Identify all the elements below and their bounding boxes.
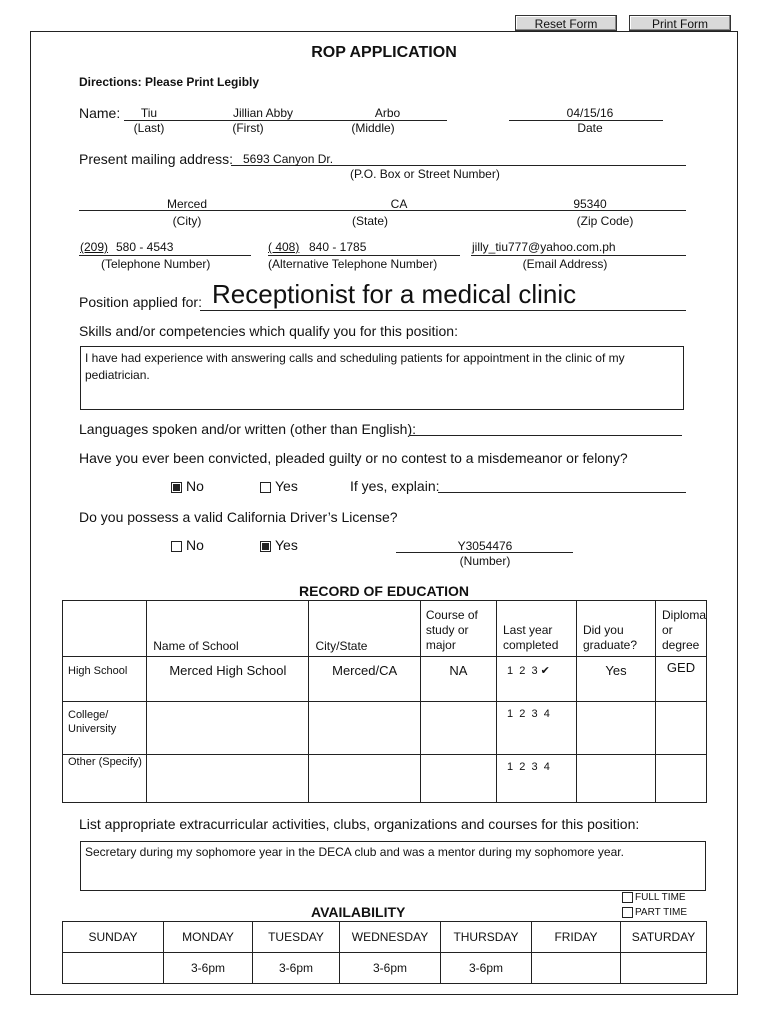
education-table — [62, 600, 707, 803]
city-cell[interactable]: Merced/CA — [309, 657, 420, 702]
years-options: 1 2 3 — [507, 665, 538, 677]
alt-phone-field[interactable]: 840 - 1785 — [309, 240, 367, 254]
skills-textarea[interactable]: I have had experience with answering calls and scheduling patients for appointment in the clinic of my pediatrician. — [80, 346, 684, 410]
alt-area-code[interactable]: ( 408) — [268, 240, 300, 254]
position-label: Position applied for: — [79, 294, 202, 310]
availability-days-row — [63, 922, 707, 953]
skills-label: Skills and/or competencies which qualify you for this position: — [79, 323, 458, 339]
education-header-row — [63, 601, 707, 657]
name-label: Name: — [79, 105, 121, 121]
header-blank — [63, 601, 147, 657]
street-field[interactable]: 5693 Canyon Dr. — [243, 152, 334, 166]
diploma-cell[interactable] — [655, 755, 706, 803]
years-cell[interactable]: 1 2 3 4 — [497, 702, 577, 755]
graduate-cell[interactable]: Yes — [576, 657, 655, 702]
convicted-yes-checkbox[interactable] — [260, 482, 271, 493]
phone-caption: (Telephone Number) — [101, 257, 211, 271]
diploma-cell[interactable] — [655, 702, 706, 755]
row-label: High School — [63, 657, 147, 702]
activities-label: List appropriate extracurricular activities, clubs, organizations and courses for this position: — [79, 816, 640, 832]
school-cell[interactable]: Merced High School — [147, 657, 309, 702]
school-cell[interactable] — [147, 755, 309, 803]
license-question: Do you possess a valid California Driver’s License? — [79, 509, 398, 525]
zip-field[interactable]: 95340 — [573, 197, 607, 211]
education-title: RECORD OF EDUCATION — [298, 583, 470, 599]
time-friday[interactable] — [532, 953, 621, 984]
date-caption: Date — [577, 121, 603, 135]
convicted-no-checkbox[interactable] — [171, 482, 182, 493]
date-field[interactable]: 04/15/16 — [566, 106, 614, 120]
time-wednesday[interactable]: 3-6pm — [340, 953, 441, 984]
first-name-field[interactable]: Jillian Abby — [232, 106, 294, 120]
convicted-no-option[interactable] — [171, 478, 204, 494]
position-field[interactable]: Receptionist for a medical clinic — [212, 279, 577, 309]
graduate-cell[interactable] — [576, 702, 655, 755]
convicted-no-label: No — [186, 478, 204, 494]
full-time-label: FULL TIME — [635, 892, 686, 904]
convicted-yes-label: Yes — [275, 478, 298, 494]
middle-name-field[interactable]: Arbo — [374, 106, 401, 120]
reset-form-button[interactable]: Reset Form — [515, 15, 617, 31]
row-label: Other (Specify) — [63, 755, 147, 803]
row-label: College/ University — [63, 702, 147, 755]
day-monday: MONDAY — [164, 922, 253, 953]
last-caption: (Last) — [133, 121, 165, 135]
checkmark-icon: ✔ — [540, 665, 550, 677]
header-graduate: Did you graduate? — [576, 601, 655, 657]
course-cell[interactable]: NA — [420, 657, 496, 702]
page-title: ROP APPLICATION — [311, 44, 457, 61]
availability-title: AVAILABILITY — [311, 904, 406, 920]
activities-textarea[interactable]: Secretary during my sophomore year in the DECA club and was a mentor during my sophomore year. — [80, 841, 706, 891]
diploma-cell[interactable]: GED — [655, 657, 706, 702]
part-time-option[interactable] — [622, 907, 687, 918]
availability-table — [62, 921, 707, 984]
license-no-label: No — [186, 537, 204, 553]
license-no-checkbox[interactable] — [171, 541, 182, 552]
last-name-field[interactable]: Tiu — [140, 106, 158, 120]
license-number-field[interactable]: Y3054476 — [457, 539, 513, 553]
city-cell[interactable] — [309, 702, 420, 755]
full-time-checkbox[interactable] — [622, 892, 633, 903]
city-cell[interactable] — [309, 755, 420, 803]
day-saturday: SATURDAY — [621, 922, 707, 953]
zip-caption: (Zip Code) — [576, 214, 634, 228]
school-cell[interactable] — [147, 702, 309, 755]
convicted-yes-option[interactable] — [260, 478, 298, 494]
city-caption: (City) — [172, 214, 202, 228]
part-time-label: PART TIME — [635, 907, 688, 919]
license-no-option[interactable] — [171, 537, 204, 553]
convicted-question: Have you ever been convicted, pleaded guilty or no contest to a misdemeanor or felony? — [79, 450, 628, 466]
phone-area-code[interactable]: (209) — [80, 240, 109, 254]
alt-phone-caption: (Alternative Telephone Number) — [268, 257, 438, 271]
email-field[interactable]: jilly_tiu777@yahoo.com.ph — [472, 240, 616, 254]
license-yes-label: Yes — [275, 537, 298, 553]
day-thursday: THURSDAY — [441, 922, 532, 953]
state-caption: (State) — [351, 214, 388, 228]
day-wednesday: WEDNESDAY — [340, 922, 441, 953]
course-cell[interactable] — [420, 755, 496, 803]
header-city-state: City/State — [309, 601, 420, 657]
license-yes-option[interactable] — [260, 537, 298, 553]
address-label: Present mailing address: — [79, 151, 234, 167]
full-time-option[interactable] — [622, 892, 686, 903]
table-row — [63, 702, 707, 755]
time-tuesday[interactable]: 3-6pm — [253, 953, 340, 984]
city-field[interactable]: Merced — [166, 197, 207, 211]
license-yes-checkbox[interactable] — [260, 541, 271, 552]
years-cell[interactable]: 1 2 3 4 — [497, 755, 577, 803]
explain-label: If yes, explain: — [350, 478, 440, 494]
availability-times-row — [63, 953, 707, 984]
print-form-button[interactable]: Print Form — [629, 15, 731, 31]
graduate-cell[interactable] — [576, 755, 655, 803]
middle-caption: (Middle) — [351, 121, 395, 135]
header-school: Name of School — [147, 601, 309, 657]
street-caption: (P.O. Box or Street Number) — [350, 167, 500, 181]
license-number-caption: (Number) — [459, 554, 511, 568]
time-thursday[interactable]: 3-6pm — [441, 953, 532, 984]
day-tuesday: TUESDAY — [253, 922, 340, 953]
day-friday: FRIDAY — [532, 922, 621, 953]
phone-field[interactable]: 580 - 4543 — [116, 240, 174, 254]
table-row — [63, 755, 707, 803]
years-cell[interactable] — [497, 657, 577, 702]
course-cell[interactable] — [420, 702, 496, 755]
part-time-checkbox[interactable] — [622, 907, 633, 918]
languages-label: Languages spoken and/or written (other than English): — [79, 421, 416, 437]
state-field[interactable]: CA — [390, 197, 408, 211]
day-sunday: SUNDAY — [63, 922, 164, 953]
time-sunday[interactable] — [63, 953, 164, 984]
time-monday[interactable]: 3-6pm — [164, 953, 253, 984]
first-caption: (First) — [232, 121, 264, 135]
email-caption: (Email Address) — [522, 257, 608, 271]
directions-text: Directions: Please Print Legibly — [79, 75, 260, 89]
header-last-year: Last year completed — [497, 601, 577, 657]
header-course: Course of study or major — [420, 601, 496, 657]
header-diploma: Diploma or degree — [655, 601, 706, 657]
table-row — [63, 657, 707, 702]
time-saturday[interactable] — [621, 953, 707, 984]
